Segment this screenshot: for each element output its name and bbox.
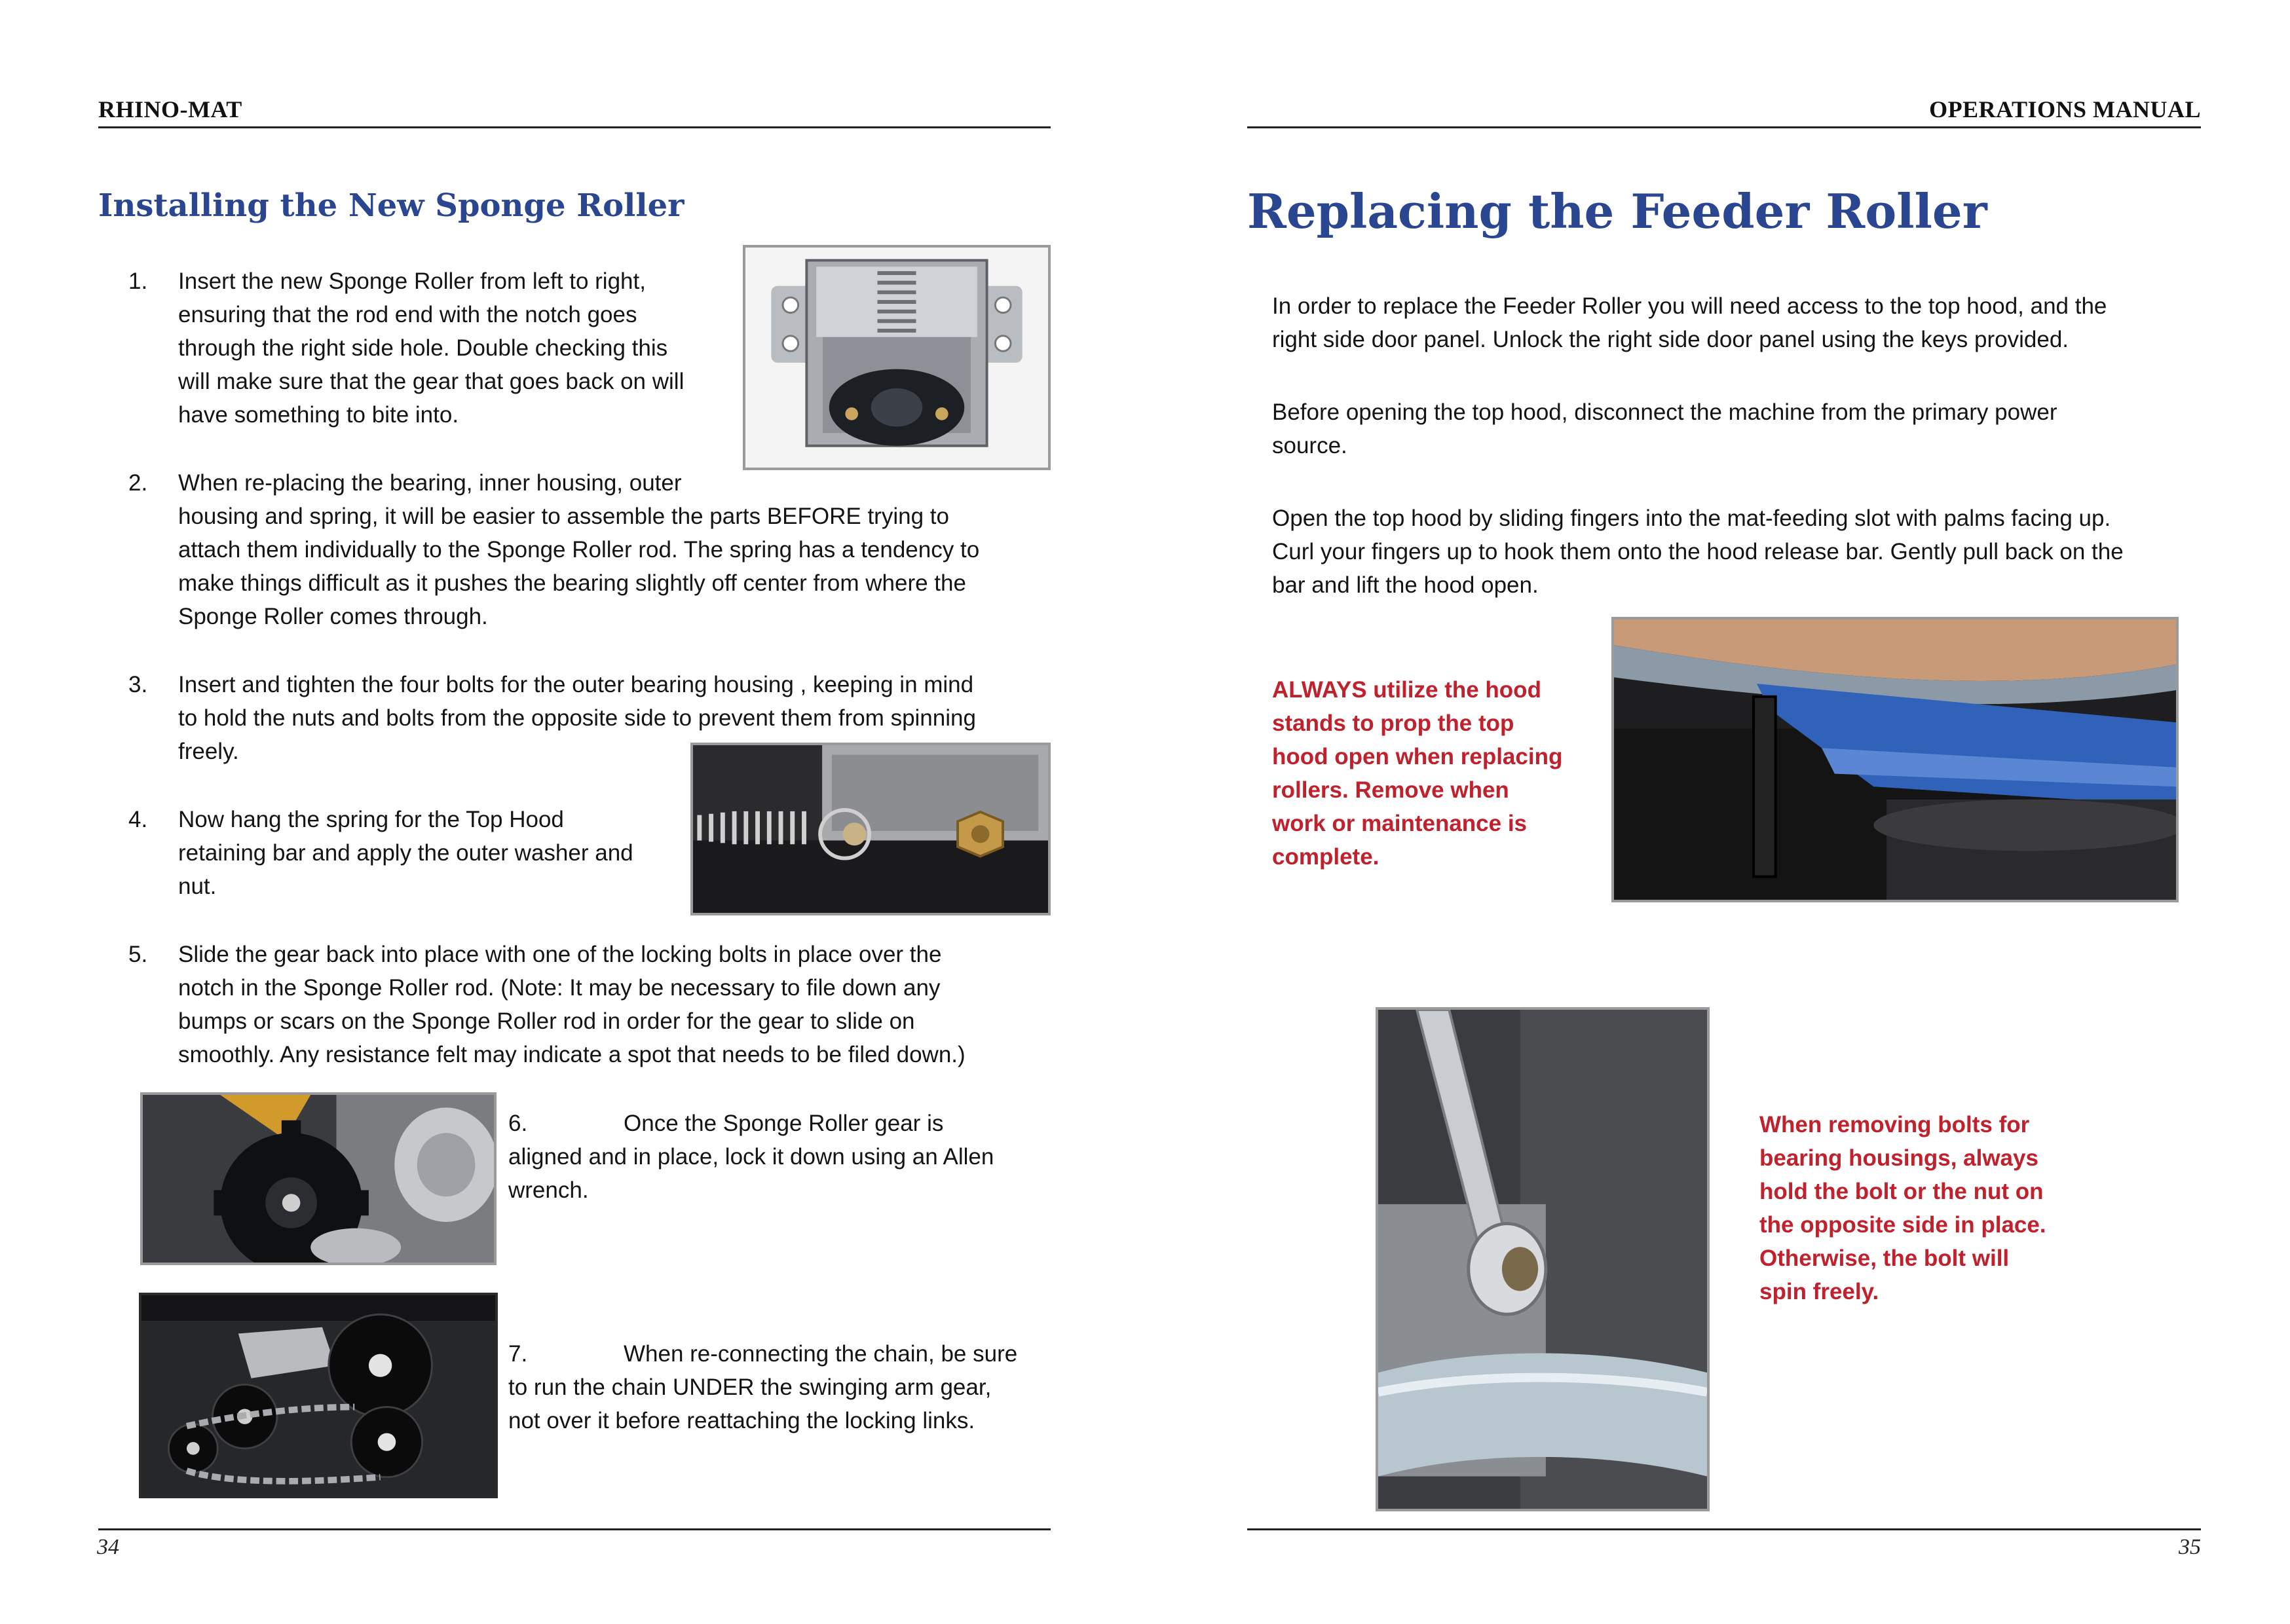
step-line: ensuring that the rod end with the notch goes: [178, 302, 637, 327]
step-line: smoothly. Any resistance felt may indicate a spot that needs to be filed down.): [178, 1042, 966, 1067]
step-line: Insert the new Sponge Roller from left to right,: [178, 268, 646, 294]
step-line: have something to bite into.: [178, 402, 459, 428]
hood-stand-photo: [1611, 617, 2179, 902]
power-paragraph: [1272, 396, 2202, 462]
paragraph-line: source.: [1272, 433, 1347, 458]
bearing-housing-photo: [743, 245, 1051, 470]
chain-gears-photo: [139, 1293, 498, 1498]
step-line: aligned and in place, lock it down using an Allen: [508, 1144, 994, 1170]
step-number: 2.: [128, 470, 148, 496]
step-line: not over it before reattaching the locking links.: [508, 1408, 975, 1433]
paragraph-line: right side door panel. Unlock the right side door panel using the keys provided.: [1272, 327, 2069, 352]
step-line: will make sure that the gear that goes back on will: [178, 369, 685, 394]
bolt-warning: [1759, 1108, 2179, 1308]
wrench-bolt-photo: [1376, 1007, 1710, 1511]
paragraph-line: In order to replace the Feeder Roller you will need access to the top hood, and the: [1272, 293, 2107, 319]
warning-line: hood open when replacing: [1272, 744, 1563, 769]
step-line: notch in the Sponge Roller rod. (Note: It may be necessary to file down any: [178, 975, 941, 1001]
step-number: 5.: [128, 942, 148, 967]
step-line: retaining bar and apply the outer washer and: [178, 840, 633, 866]
step-line: make things difficult as it pushes the bearing slightly off center from where the: [178, 570, 966, 596]
page-number-left: 34: [97, 1535, 119, 1559]
page-title: Replacing the Feeder Roller: [1247, 183, 1987, 239]
warning-line: spin freely.: [1759, 1279, 1879, 1304]
paragraph-line: bar and lift the hood open.: [1272, 572, 1539, 598]
step-7: [508, 1337, 1059, 1437]
warning-line: Otherwise, the bolt will: [1759, 1246, 2010, 1271]
intro-paragraph: [1272, 289, 2202, 356]
header-rule-left: [98, 126, 1051, 128]
warning-line: ALWAYS utilize the hood: [1272, 677, 1541, 703]
step-number: 7.: [508, 1341, 528, 1367]
footer-rule-left: [98, 1528, 1051, 1530]
warning-line: work or maintenance is: [1272, 811, 1528, 836]
step-number: 4.: [128, 807, 148, 832]
warning-line: hold the bolt or the nut on: [1759, 1179, 2044, 1204]
warning-line: the opposite side in place.: [1759, 1212, 2046, 1238]
roller-gear-photo: [140, 1092, 497, 1265]
step-line: to hold the nuts and bolts from the opposite side to prevent them from spinning: [178, 705, 976, 731]
hood-stand-warning: [1272, 673, 1639, 874]
warning-line: When removing bolts for: [1759, 1112, 2030, 1137]
running-head-right: OPERATIONS MANUAL: [1929, 96, 2201, 122]
step-line: through the right side hole. Double checking this: [178, 335, 668, 361]
step-line: Sponge Roller comes through.: [178, 604, 488, 629]
warning-line: bearing housings, always: [1759, 1145, 2038, 1171]
warning-line: complete.: [1272, 844, 1380, 870]
step-line: When re-placing the bearing, inner housing, outer: [178, 470, 682, 496]
step-line: Slide the gear back into place with one of the locking bolts in place over the: [178, 942, 942, 967]
footer-rule-right: [1247, 1528, 2201, 1530]
step-line: When re-connecting the chain, be sure: [624, 1341, 1018, 1367]
step-line: Insert and tighten the four bolts for the outer bearing housing , keeping in mind: [178, 672, 974, 697]
paragraph-line: Before opening the top hood, disconnect the machine from the primary power: [1272, 399, 2057, 425]
spring-nut-photo: [690, 743, 1051, 915]
step-line: housing and spring, it will be easier to assemble the parts BEFORE trying to: [178, 504, 949, 529]
header-rule-right: [1247, 126, 2201, 128]
step-line: wrench.: [508, 1177, 589, 1203]
step-number: 3.: [128, 672, 148, 697]
step-number: 6.: [508, 1111, 528, 1136]
step-line: Once the Sponge Roller gear is: [624, 1111, 944, 1136]
step-line: attach them individually to the Sponge Roller rod. The spring has a tendency to: [178, 537, 980, 563]
paragraph-line: Curl your fingers up to hook them onto the hood release bar. Gently pull back on the: [1272, 539, 2124, 564]
step-line: Now hang the spring for the Top Hood: [178, 807, 564, 832]
paragraph-line: Open the top hood by sliding fingers into the mat-feeding slot with palms facing up.: [1272, 506, 2111, 531]
page-number-right: 35: [2179, 1535, 2201, 1559]
step-line: freely.: [178, 739, 239, 764]
step-line: to run the chain UNDER the swinging arm gear,: [508, 1375, 992, 1400]
section-title: Installing the New Sponge Roller: [98, 187, 685, 224]
step-number: 1.: [128, 268, 148, 294]
step-line: bumps or scars on the Sponge Roller rod in order for the gear to slide on: [178, 1008, 915, 1034]
warning-line: stands to prop the top: [1272, 710, 1514, 736]
step-line: nut.: [178, 874, 217, 899]
running-head-left: RHINO-MAT: [98, 96, 242, 122]
warning-line: rollers. Remove when: [1272, 777, 1509, 803]
step-6: [508, 1107, 1059, 1207]
hood-paragraph: [1272, 502, 2202, 602]
